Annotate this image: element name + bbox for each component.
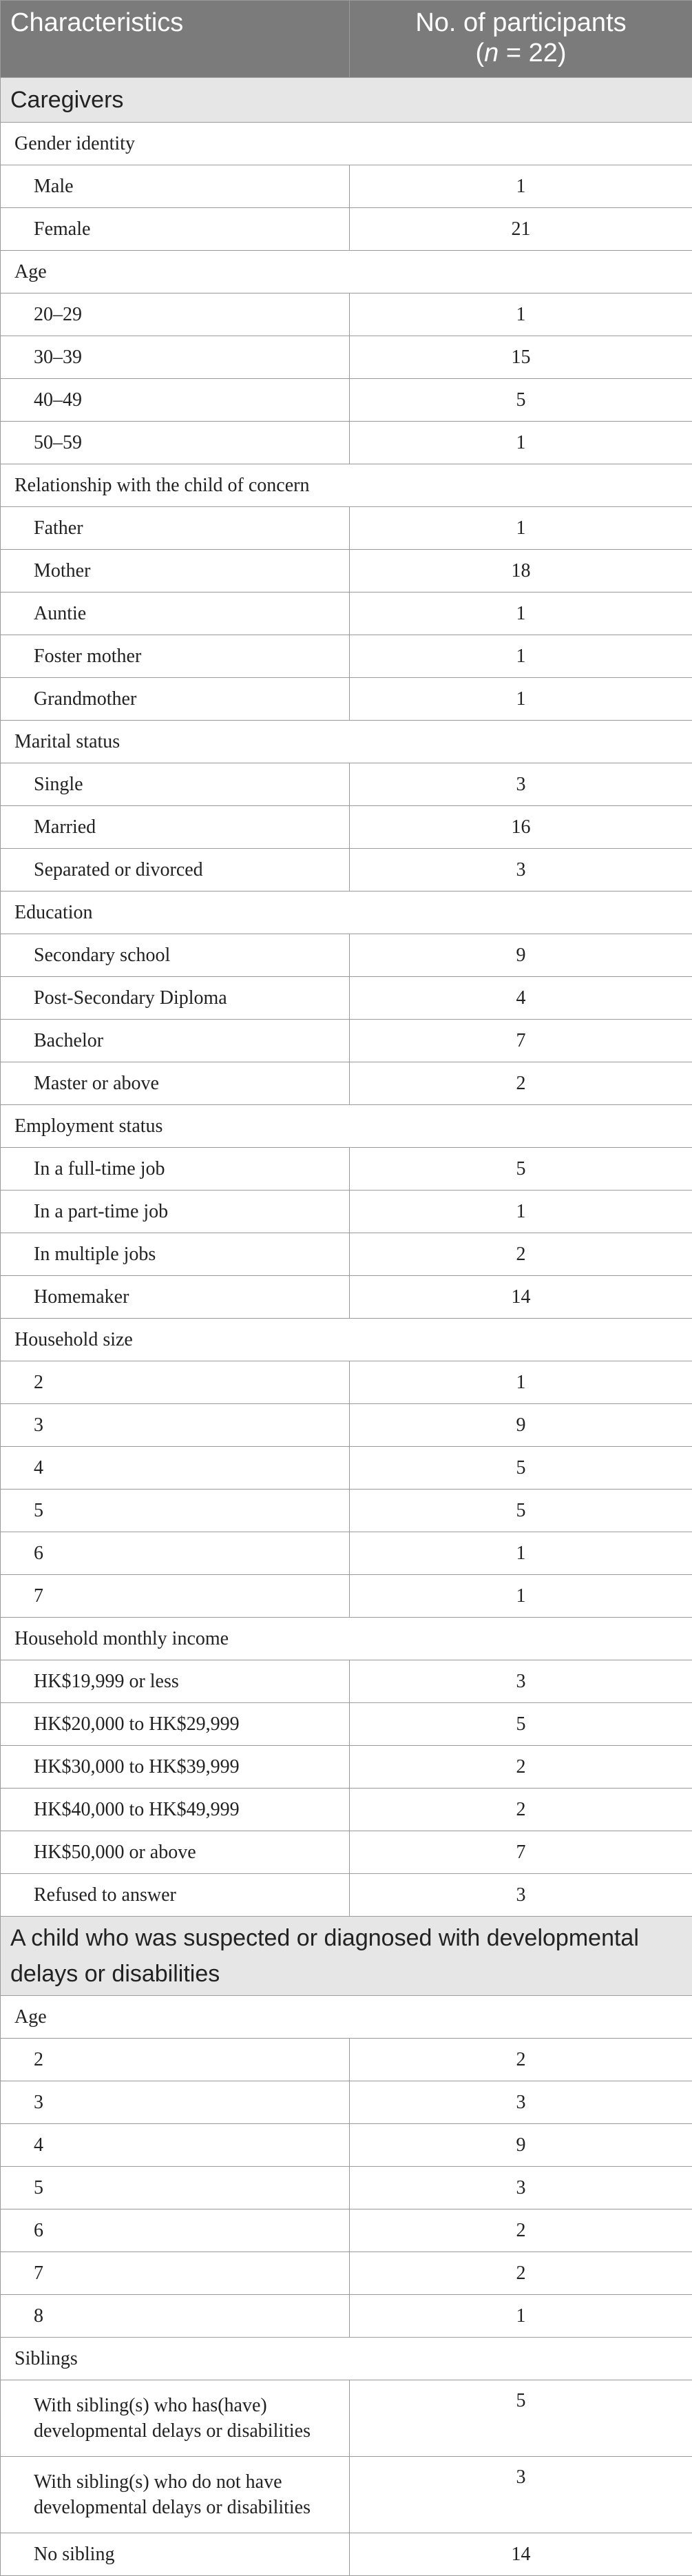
- row-count: 9: [350, 1404, 692, 1447]
- table-row: [1, 1490, 692, 1532]
- category-row: [1, 1618, 692, 1660]
- row-label: 7: [1, 2252, 350, 2295]
- section-row: [1, 1917, 692, 1996]
- row-label: Male: [1, 165, 350, 208]
- table-row: [1, 1233, 692, 1276]
- table-row: [1, 1062, 692, 1105]
- row-label: Refused to answer: [1, 1874, 350, 1917]
- category-row: [1, 464, 692, 507]
- row-count: 1: [350, 422, 692, 464]
- row-count: 14: [350, 2533, 692, 2576]
- category-row: [1, 251, 692, 293]
- category-label: Education: [1, 892, 692, 934]
- table-row: [1, 1746, 692, 1789]
- row-label: Grandmother: [1, 678, 350, 721]
- column-header-n-symbol: n: [484, 39, 499, 68]
- row-label: With sibling(s) who do not have developmental delays or disabilities: [1, 2457, 350, 2533]
- row-label: Post-Secondary Diploma: [1, 977, 350, 1020]
- table-row: [1, 849, 692, 892]
- row-label: Single: [1, 763, 350, 806]
- row-count: 1: [350, 1575, 692, 1618]
- table-row: [1, 2124, 692, 2167]
- table-row: [1, 2252, 692, 2295]
- table-row: [1, 2167, 692, 2209]
- row-count: 16: [350, 806, 692, 849]
- row-count: 1: [350, 2295, 692, 2338]
- column-header-participants: No. of participants (n = 22): [350, 1, 692, 78]
- row-label: Master or above: [1, 1062, 350, 1105]
- row-label: Secondary school: [1, 934, 350, 977]
- category-row: [1, 721, 692, 763]
- row-count: 14: [350, 1276, 692, 1319]
- row-label: 5: [1, 1490, 350, 1532]
- row-label: 6: [1, 2209, 350, 2252]
- table-row: [1, 1575, 692, 1618]
- row-count: 5: [350, 1490, 692, 1532]
- category-row: [1, 1105, 692, 1148]
- row-label: Female: [1, 208, 350, 251]
- row-label: Foster mother: [1, 635, 350, 678]
- section-title: Caregivers: [1, 78, 692, 123]
- category-row: [1, 892, 692, 934]
- table-row: [1, 806, 692, 849]
- table-row: [1, 1789, 692, 1831]
- row-count: 1: [350, 507, 692, 550]
- section-title: A child who was suspected or diagnosed with developmental delays or disabilities: [1, 1917, 692, 1996]
- row-label: Homemaker: [1, 1276, 350, 1319]
- category-row: [1, 1996, 692, 2039]
- table-row: [1, 1532, 692, 1575]
- row-count: 9: [350, 934, 692, 977]
- row-label: 3: [1, 2081, 350, 2124]
- table-header-row: [1, 1, 692, 78]
- column-header-characteristics: Characteristics: [1, 1, 350, 78]
- table-row: [1, 1703, 692, 1746]
- row-count: 3: [350, 763, 692, 806]
- column-header-n-value: = 22): [499, 39, 566, 68]
- table-row: [1, 550, 692, 593]
- category-label: Relationship with the child of concern: [1, 464, 692, 507]
- table-row: [1, 635, 692, 678]
- column-header-participants-label: No. of participants: [415, 8, 626, 37]
- row-count: 3: [350, 2081, 692, 2124]
- row-label: Bachelor: [1, 1020, 350, 1062]
- row-count: 2: [350, 2039, 692, 2081]
- table-row: [1, 763, 692, 806]
- table-row: [1, 1404, 692, 1447]
- row-count: 21: [350, 208, 692, 251]
- row-label: 7: [1, 1575, 350, 1618]
- row-count: 2: [350, 1789, 692, 1831]
- table-row: [1, 422, 692, 464]
- row-label: HK$40,000 to HK$49,999: [1, 1789, 350, 1831]
- row-label: HK$20,000 to HK$29,999: [1, 1703, 350, 1746]
- table-row: [1, 2081, 692, 2124]
- table-row: [1, 2209, 692, 2252]
- table-row: [1, 2039, 692, 2081]
- row-label: With sibling(s) who has(have) developmental delays or disabilities: [1, 2380, 350, 2457]
- row-label: In a full-time job: [1, 1148, 350, 1191]
- category-label: Age: [1, 1996, 692, 2039]
- row-count: 1: [350, 1532, 692, 1575]
- row-count: 2: [350, 1233, 692, 1276]
- table-row: [1, 593, 692, 635]
- table-row: [1, 678, 692, 721]
- table-body: [1, 78, 692, 2576]
- row-count: 3: [350, 2457, 692, 2533]
- row-count: 1: [350, 165, 692, 208]
- row-label: Auntie: [1, 593, 350, 635]
- table-row: [1, 1447, 692, 1490]
- row-label: 4: [1, 1447, 350, 1490]
- table-row: [1, 1020, 692, 1062]
- row-label: 4: [1, 2124, 350, 2167]
- table-row: [1, 1660, 692, 1703]
- row-label: 8: [1, 2295, 350, 2338]
- table-row: [1, 1276, 692, 1319]
- table-row: [1, 934, 692, 977]
- row-label: In multiple jobs: [1, 1233, 350, 1276]
- row-label: 40–49: [1, 379, 350, 422]
- table-row: [1, 1874, 692, 1917]
- table-row: [1, 1831, 692, 1874]
- table-row: [1, 507, 692, 550]
- row-count: 1: [350, 1191, 692, 1233]
- category-label: Siblings: [1, 2338, 692, 2380]
- row-count: 2: [350, 1746, 692, 1789]
- table-row: [1, 2380, 692, 2457]
- row-label: 2: [1, 1361, 350, 1404]
- category-row: [1, 123, 692, 165]
- section-row: [1, 78, 692, 123]
- row-count: 5: [350, 2380, 692, 2457]
- row-count: 3: [350, 2167, 692, 2209]
- row-count: 15: [350, 336, 692, 379]
- row-label: 3: [1, 1404, 350, 1447]
- row-label: 50–59: [1, 422, 350, 464]
- category-label: Marital status: [1, 721, 692, 763]
- row-count: 3: [350, 1874, 692, 1917]
- row-label: Married: [1, 806, 350, 849]
- row-count: 4: [350, 977, 692, 1020]
- table-row: [1, 336, 692, 379]
- row-label: HK$50,000 or above: [1, 1831, 350, 1874]
- row-label: No sibling: [1, 2533, 350, 2576]
- category-row: [1, 1319, 692, 1361]
- table-row: [1, 1361, 692, 1404]
- row-count: 5: [350, 1148, 692, 1191]
- row-label: 5: [1, 2167, 350, 2209]
- table-row: [1, 2533, 692, 2576]
- table-row: [1, 293, 692, 336]
- row-label: Mother: [1, 550, 350, 593]
- row-count: 9: [350, 2124, 692, 2167]
- category-label: Household monthly income: [1, 1618, 692, 1660]
- table-row: [1, 977, 692, 1020]
- row-count: 1: [350, 1361, 692, 1404]
- row-count: 1: [350, 635, 692, 678]
- row-count: 3: [350, 849, 692, 892]
- row-count: 2: [350, 2209, 692, 2252]
- row-count: 5: [350, 379, 692, 422]
- table-row: [1, 165, 692, 208]
- row-label: HK$30,000 to HK$39,999: [1, 1746, 350, 1789]
- row-label: In a part-time job: [1, 1191, 350, 1233]
- category-label: Age: [1, 251, 692, 293]
- row-label: 30–39: [1, 336, 350, 379]
- row-count: 5: [350, 1703, 692, 1746]
- row-count: 7: [350, 1020, 692, 1062]
- row-count: 18: [350, 550, 692, 593]
- row-count: 2: [350, 1062, 692, 1105]
- table-row: [1, 208, 692, 251]
- row-count: 7: [350, 1831, 692, 1874]
- row-label: 2: [1, 2039, 350, 2081]
- table-row: [1, 2457, 692, 2533]
- table-row: [1, 1148, 692, 1191]
- row-count: 1: [350, 593, 692, 635]
- category-label: Household size: [1, 1319, 692, 1361]
- row-count: 5: [350, 1447, 692, 1490]
- category-label: Employment status: [1, 1105, 692, 1148]
- row-label: HK$19,999 or less: [1, 1660, 350, 1703]
- row-count: 3: [350, 1660, 692, 1703]
- category-label: Gender identity: [1, 123, 692, 165]
- row-count: 2: [350, 2252, 692, 2295]
- table-row: [1, 1191, 692, 1233]
- row-count: 1: [350, 293, 692, 336]
- category-row: [1, 2338, 692, 2380]
- row-label: 6: [1, 1532, 350, 1575]
- row-label: 20–29: [1, 293, 350, 336]
- row-label: Separated or divorced: [1, 849, 350, 892]
- row-count: 1: [350, 678, 692, 721]
- row-label: Father: [1, 507, 350, 550]
- table-row: [1, 379, 692, 422]
- table-row: [1, 2295, 692, 2338]
